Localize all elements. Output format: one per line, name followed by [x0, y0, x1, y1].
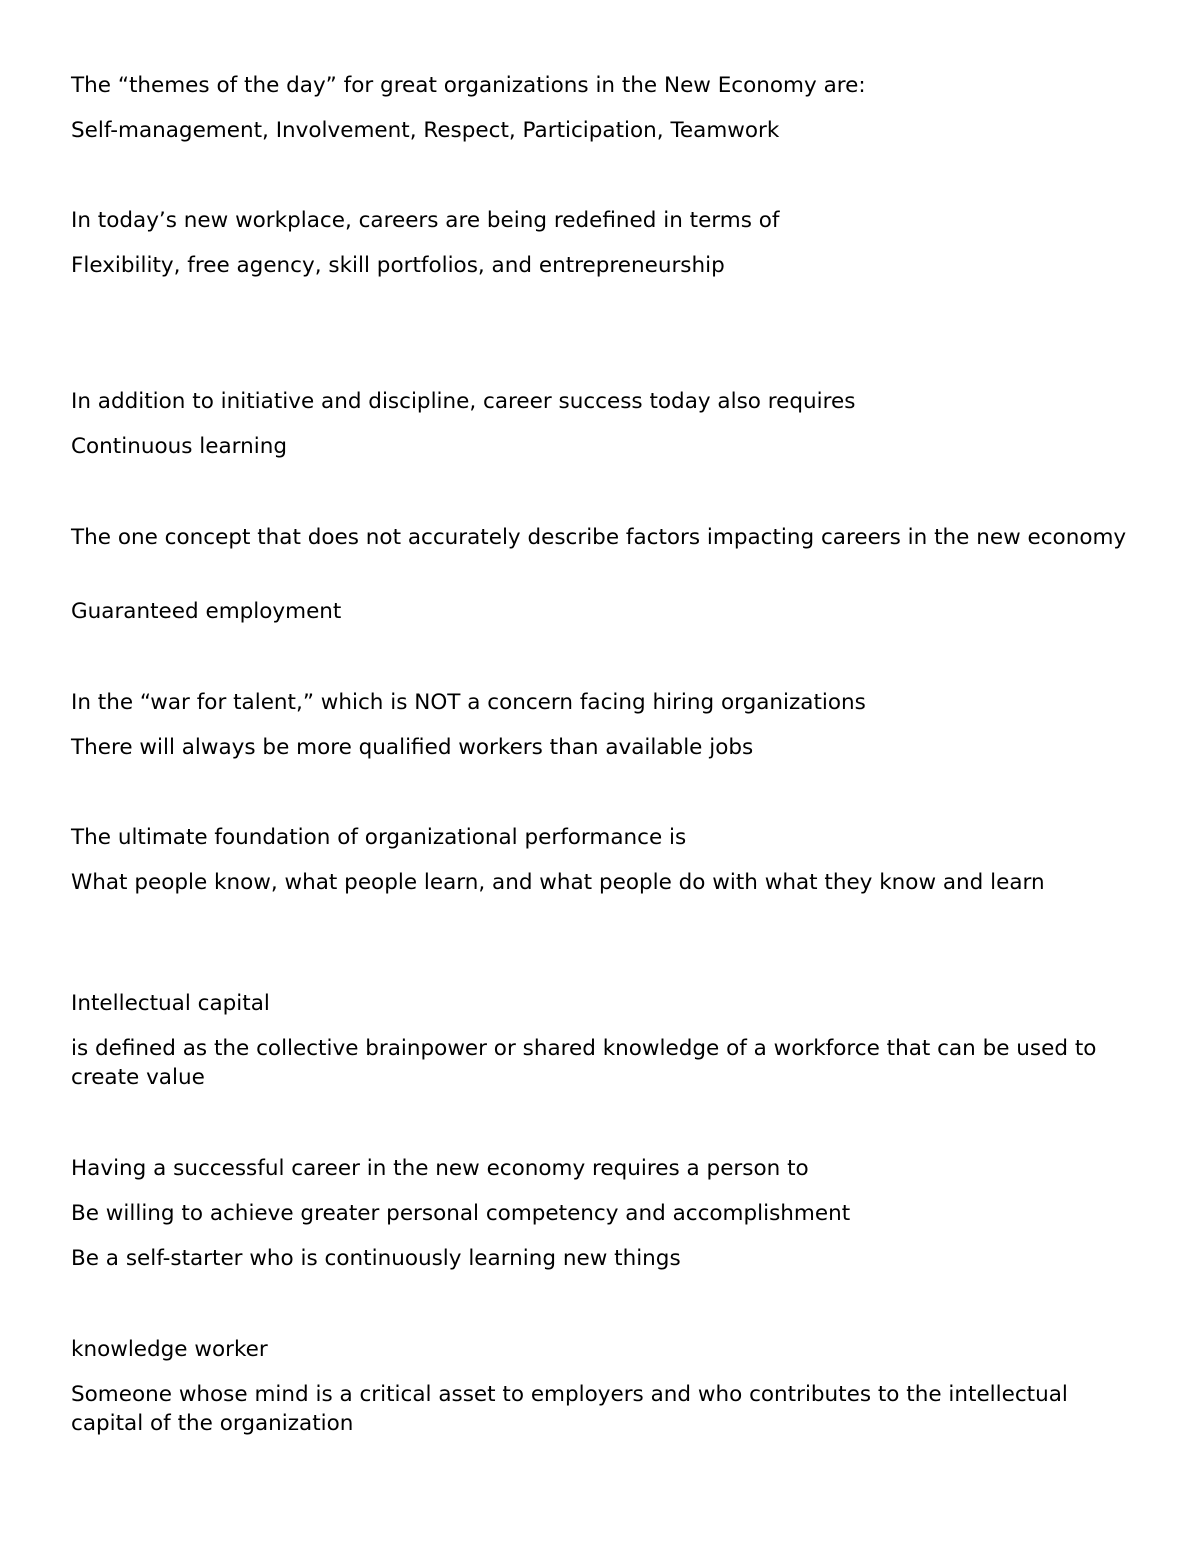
block-5-answer: There will always be more qualified workers than available jobs	[71, 735, 754, 760]
block-2-question: In today’s new workplace, careers are being redefined in terms of	[71, 208, 780, 233]
block-3-answer: Continuous learning	[71, 434, 287, 459]
block-9-question: knowledge worker	[71, 1337, 268, 1362]
block-6-question: The ultimate foundation of organizational performance is	[71, 825, 687, 850]
block-9-answer: Someone whose mind is a critical asset to employers and who contributes to the intellectual capital of the organization	[71, 1382, 1068, 1436]
block-1-question: The “themes of the day” for great organizations in the New Economy are:	[71, 73, 866, 98]
block-8-answer-2: Be a self-starter who is continuously learning new things	[71, 1246, 681, 1271]
block-4-answer: Guaranteed employment	[71, 599, 342, 624]
block-6-answer: What people know, what people learn, and what people do with what they know and learn	[71, 870, 1045, 895]
block-4-question: The one concept that does not accurately describe factors impacting careers in the new economy	[71, 525, 1127, 550]
block-8-question: Having a successful career in the new economy requires a person to	[71, 1156, 809, 1181]
block-7-question: Intellectual capital	[71, 991, 270, 1016]
block-3-question: In addition to initiative and discipline, career success today also requires	[71, 389, 856, 414]
block-5-question: In the “war for talent,” which is NOT a concern facing hiring organizations	[71, 690, 866, 715]
block-8-answer-1: Be willing to achieve greater personal competency and accomplishment	[71, 1201, 851, 1226]
block-1-answer: Self-management, Involvement, Respect, Participation, Teamwork	[71, 118, 780, 143]
block-2-answer: Flexibility, free agency, skill portfolios, and entrepreneurship	[71, 253, 725, 278]
block-7-answer: is defined as the collective brainpower or shared knowledge of a workforce that can be used to create value	[71, 1036, 1097, 1090]
